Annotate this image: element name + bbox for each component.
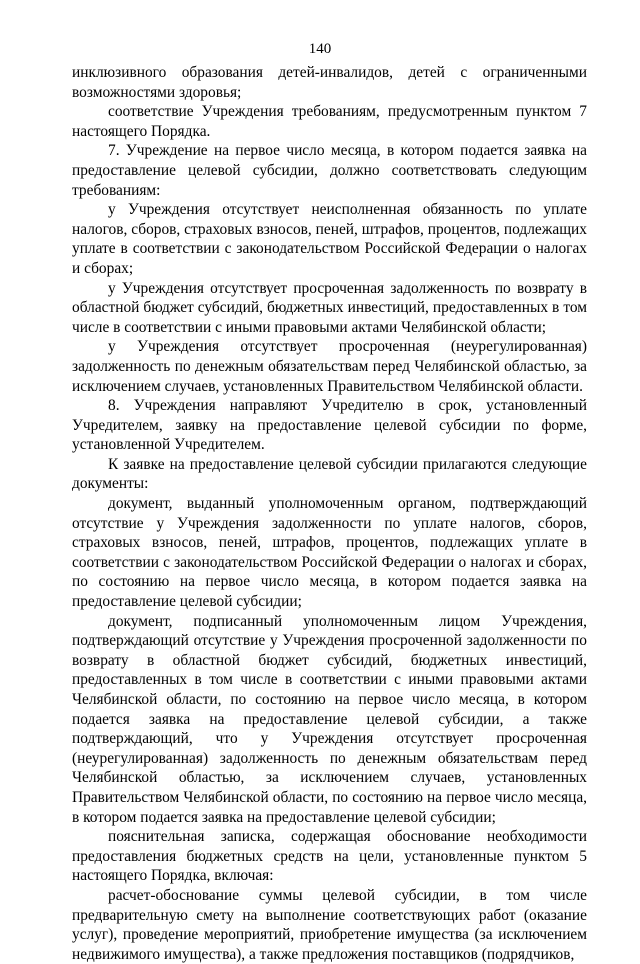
page-number: 140 bbox=[308, 41, 332, 57]
paragraph: инклюзивного образования детей-инвалидов, детей с ограниченными возможностями здоровья; bbox=[72, 64, 587, 101]
paragraph: документ, подписанный уполномоченным лицом Учреждения, подтверждающий отсутствие у Учреждения просроченной задолженности по возврату в областной бюджет субсидий, бюджетных инвестиций, предоставленных в том числе в соответствии с иными правовыми актами Челябинской области, по состоянию на первое число месяца, в котором подается заявка на предоставление целевой субсидии, а также подтверждающий, что у Учреждения отсутствует просроченная (неурегулированная) задолженность по денежным обязательствам перед Челябинской областью, за исключением случаев, установленных Правительством Челябинской области, по состоянию на первое число месяца, в котором подается заявка на предоставление целевой субсидии; bbox=[72, 612, 587, 826]
paragraph: 7. Учреждение на первое число месяца, в котором подается заявка на предоставление целевой субсидии, должно соответствовать следующим требованиям: bbox=[72, 142, 587, 199]
paragraph: соответствие Учреждения требованиям, предусмотренным пунктом 7 настоящего Порядка. bbox=[72, 103, 587, 140]
paragraph: у Учреждения отсутствует неисполненная обязанность по уплате налогов, сборов, страховых взносов, пеней, штрафов, процентов, подлежащих уплате в соответствии с законодательством Российской Федерации о налогах и сборах; bbox=[72, 201, 587, 277]
paragraph: у Учреждения отсутствует просроченная задолженность по возврату в областной бюджет субсидий, бюджетных инвестиций, предоставленных в том числе в соответствии с иными правовыми актами Челябинской области; bbox=[72, 279, 587, 336]
document-body bbox=[72, 63, 587, 964]
paragraph: 8. Учреждения направляют Учредителю в срок, установленный Учредителем, заявку на предоставление целевой субсидии по форме, установленной Учредителем. bbox=[72, 397, 587, 454]
paragraph: документ, выданный уполномоченным органом, подтверждающий отсутствие у Учреждения задолженности по уплате налогов, сборов, страховых взносов, пеней, штрафов, процентов, подлежащих уплате в соответствии с законодательством Российской Федерации о налогах и сборах, по состоянию на первое число месяца, в котором подается заявка на предоставление целевой субсидии; bbox=[72, 495, 587, 611]
paragraph: у Учреждения отсутствует просроченная (неурегулированная) задолженность по денежным обязательствам перед Челябинской областью, за исключением случаев, установленных Правительством Челябинской области. bbox=[72, 338, 587, 395]
paragraph: расчет-обоснование суммы целевой субсидии, в том числе предварительную смету на выполнение соответствующих работ (оказание услуг), проведение мероприятий, приобретение имущества (за исключением недвижимого имущества), а также предложения поставщиков (подрядчиков, bbox=[72, 886, 587, 963]
paragraph: К заявке на предоставление целевой субсидии прилагаются следующие документы: bbox=[72, 455, 587, 493]
paragraph: пояснительная записка, содержащая обоснование необходимости предоставления бюджетных средств на цели, установленные пунктом 5 настоящего Порядка, включая: bbox=[72, 828, 587, 885]
